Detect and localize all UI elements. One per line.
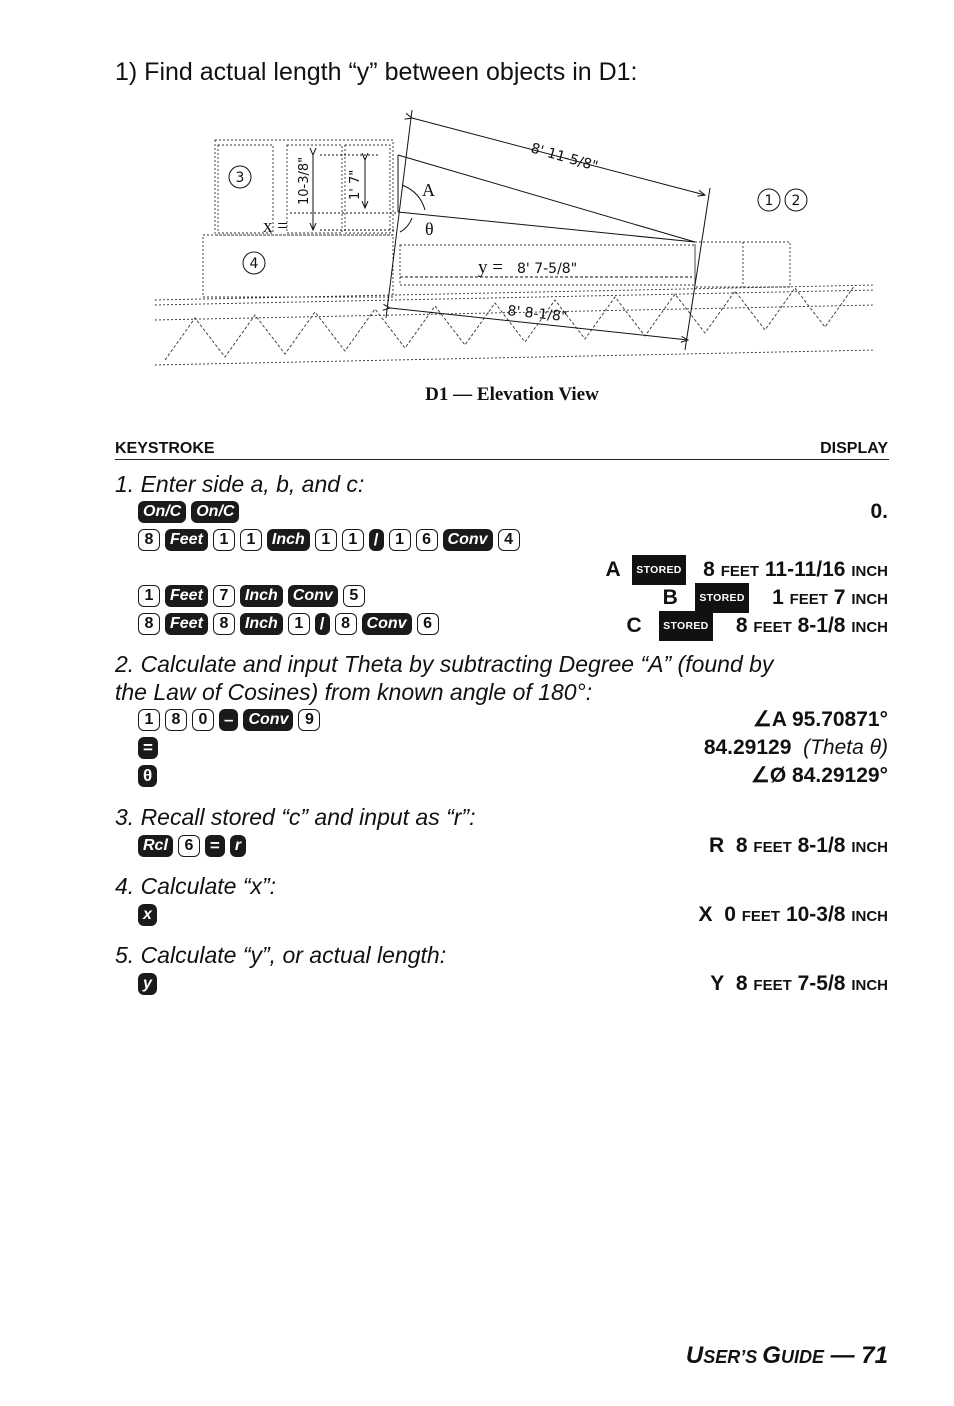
dim-left-label: 10-3/8"	[297, 156, 312, 205]
inch-key[interactable]: Inch	[240, 613, 283, 635]
stored-badge: STORED	[659, 611, 712, 641]
key-row-1	[138, 500, 239, 524]
digit-1-key[interactable]: 1	[240, 529, 262, 551]
dim-bottom-label: 8' 8-1/8"	[506, 303, 569, 326]
dim-y-value: 8' 7-5/8"	[517, 261, 578, 277]
equals-key[interactable]: =	[138, 737, 158, 759]
display-theta: 84.29129 (Theta θ)	[703, 736, 888, 759]
digit-6-key[interactable]: 6	[417, 613, 439, 635]
key-row-9	[138, 903, 157, 927]
step-1-text: 1. Enter side a, b, and c:	[115, 471, 365, 497]
step-4-text: 4. Calculate “x”:	[115, 873, 277, 899]
diagram-caption: D1 — Elevation View	[425, 384, 599, 405]
conv-key[interactable]: Conv	[288, 585, 338, 607]
fraction-key[interactable]: /	[315, 613, 330, 635]
y-key[interactable]: y	[138, 973, 157, 995]
step-2-text-cont: the Law of Cosines) from known angle of 180°:	[115, 679, 593, 705]
x-label: x =	[263, 216, 288, 237]
display-header: DISPLAY	[820, 440, 888, 457]
digit-8-key[interactable]: 8	[138, 613, 160, 635]
digit-1-key[interactable]: 1	[288, 613, 310, 635]
onc-key[interactable]: On/C	[138, 501, 186, 523]
key-row-2	[138, 528, 520, 552]
key-row-4	[138, 612, 439, 636]
marker-2: 2	[791, 193, 801, 209]
equals-key[interactable]: =	[205, 835, 225, 857]
r-key[interactable]: r	[230, 835, 246, 857]
digit-1-key[interactable]: 1	[138, 709, 160, 731]
marker-4: 4	[249, 256, 259, 272]
digit-1-key[interactable]: 1	[213, 529, 235, 551]
angle-theta-label: θ	[425, 219, 434, 239]
dim-y-label: y =	[478, 257, 503, 278]
key-row-5	[138, 708, 320, 732]
theta-key[interactable]: θ	[138, 765, 157, 787]
step-3-text: 3. Recall stored “c” and input as “r”:	[115, 804, 476, 830]
display-zero: 0.	[870, 500, 888, 523]
page-title: 1) Find actual length “y” between objects in D1:	[115, 58, 638, 86]
feet-key[interactable]: Feet	[165, 613, 208, 635]
display-y: Y 8 FEET 7-5/8 INCH	[710, 972, 888, 995]
elevation-diagram	[150, 100, 880, 375]
conv-key[interactable]: Conv	[362, 613, 412, 635]
digit-1-key[interactable]: 1	[315, 529, 337, 551]
digit-9-key[interactable]: 9	[298, 709, 320, 731]
digit-4-key[interactable]: 4	[498, 529, 520, 551]
fraction-key[interactable]: /	[369, 529, 384, 551]
inch-key[interactable]: Inch	[240, 585, 283, 607]
digit-8-key[interactable]: 8	[335, 613, 357, 635]
onc-key[interactable]: On/C	[191, 501, 239, 523]
key-row-6	[138, 736, 158, 760]
feet-key[interactable]: Feet	[165, 529, 208, 551]
display-a-stored: A STORED 8 FEET 11-11/16 INCH	[605, 555, 888, 585]
key-row-8	[138, 834, 246, 858]
digit-1-key[interactable]: 1	[389, 529, 411, 551]
display-c-stored: C STORED 8 FEET 8-1/8 INCH	[626, 611, 888, 641]
step-2-text: 2. Calculate and input Theta by subtracting Degree “A” (found by	[115, 651, 774, 677]
digit-0-key[interactable]: 0	[192, 709, 214, 731]
digit-8-key[interactable]: 8	[138, 529, 160, 551]
dim-top-label: 8' 11-5/8"	[528, 140, 600, 175]
digit-5-key[interactable]: 5	[343, 585, 365, 607]
key-row-3	[138, 584, 365, 608]
display-b-stored: B STORED 1 FEET 7 INCH	[663, 583, 888, 613]
minus-key[interactable]: –	[219, 709, 238, 731]
keystroke-header: KEYSTROKE	[115, 440, 215, 457]
digit-1-key[interactable]: 1	[138, 585, 160, 607]
digit-6-key[interactable]: 6	[416, 529, 438, 551]
page-footer: USER’S GUIDE — 71	[685, 1342, 888, 1369]
key-row-7	[138, 764, 157, 788]
stored-badge: STORED	[695, 583, 748, 613]
digit-6-key[interactable]: 6	[178, 835, 200, 857]
digit-7-key[interactable]: 7	[213, 585, 235, 607]
conv-key[interactable]: Conv	[243, 709, 293, 731]
x-key[interactable]: x	[138, 904, 157, 926]
stored-badge: STORED	[632, 555, 685, 585]
angle-a-label: A	[422, 180, 435, 200]
header-divider	[115, 459, 889, 460]
step-5-text: 5. Calculate “y”, or actual length:	[115, 942, 447, 968]
digit-1-key[interactable]: 1	[342, 529, 364, 551]
display-angle-a: ∠A 95.70871°	[752, 708, 888, 731]
display-angle-phi: ∠Ø 84.29129°	[751, 764, 888, 787]
inch-key[interactable]: Inch	[267, 529, 310, 551]
digit-8-key[interactable]: 8	[165, 709, 187, 731]
dim-height-label: 1' 7"	[348, 169, 363, 200]
display-x: X 0 FEET 10-3/8 INCH	[698, 903, 888, 926]
feet-key[interactable]: Feet	[165, 585, 208, 607]
marker-1: 1	[764, 193, 774, 209]
marker-3: 3	[235, 170, 245, 186]
rcl-key[interactable]: Rcl	[138, 835, 173, 857]
digit-8-key[interactable]: 8	[213, 613, 235, 635]
display-r: R 8 FEET 8-1/8 INCH	[709, 834, 888, 857]
conv-key[interactable]: Conv	[443, 529, 493, 551]
key-row-10	[138, 972, 157, 996]
